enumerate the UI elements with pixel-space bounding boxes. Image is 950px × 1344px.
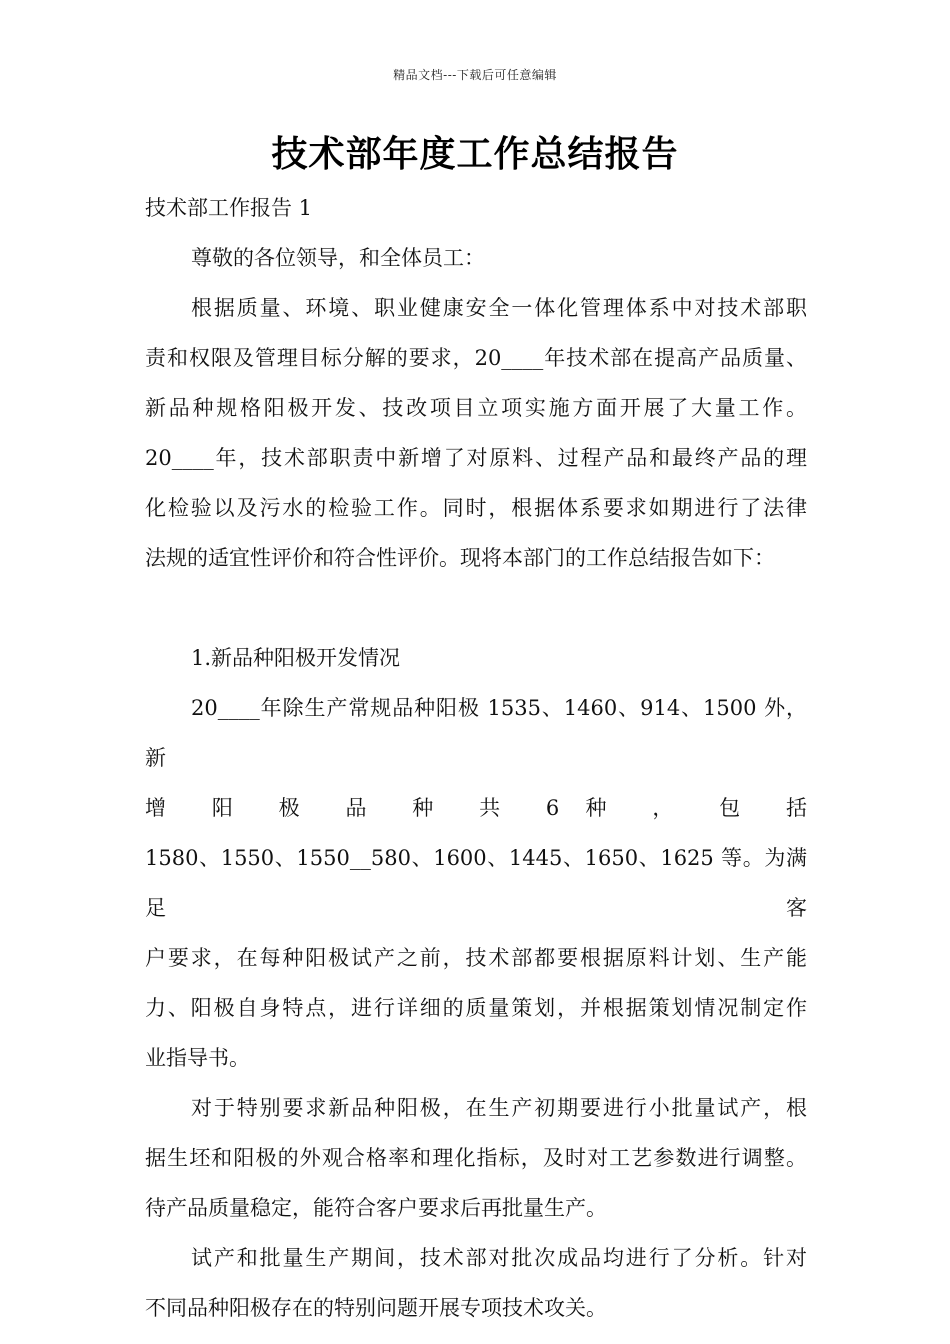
blank-line (145, 583, 807, 633)
paragraph-line: 业指导书。 (145, 1046, 250, 1070)
paragraph-line: 据生坯和阳极的外观合格率和理化指标，及时对工艺参数进行调整。 (145, 1146, 807, 1170)
intro-line: 责和权限及管理目标分解的要求，20____年技术部在提高产品质量、 (145, 346, 807, 370)
intro-line: 法规的适宜性评价和符合性评价。现将本部门的工作总结报告如下： (145, 546, 775, 570)
paragraph-line: 试产和批量生产期间，技术部对批次成品均进行了分析。针对 (191, 1246, 807, 1270)
header-note: 精品文档---下载后可任意编辑 (393, 68, 557, 82)
paragraph-line: 不同品种阳极存在的特别问题开展专项技术攻关。 (145, 1296, 607, 1320)
intro-line: 新品种规格阳极开发、技改项目立项实施方面开展了大量工作。 (145, 396, 807, 420)
paragraph-line: 力、阳极自身特点，进行详细的质量策划，并根据策划情况制定作 (145, 996, 807, 1020)
paragraph-line: 1580、1550、1550__580、1600、1445、1650、1625 等。为满足客 (145, 846, 807, 920)
intro-line: 20____年，技术部职责中新增了对原料、过程产品和最终产品的理 (145, 446, 807, 470)
paragraph-line: 20____年除生产常规品种阳极 1535、1460、914、1500 外，新 (145, 696, 807, 770)
paragraph-line: 增 阳 极 品 种 共 6 种 ， 包 括 (145, 796, 807, 820)
document-title: 技术部年度工作总结报告 (271, 134, 679, 175)
section-heading: 1.新品种阳极开发情况 (191, 646, 401, 670)
report-subheading: 技术部工作报告 1 (145, 196, 313, 220)
intro-line: 化检验以及污水的检验工作。同时，根据体系要求如期进行了法律 (145, 496, 807, 520)
paragraph-line: 待产品质量稳定，能符合客户要求后再批量生产。 (145, 1196, 607, 1220)
document-body (145, 183, 807, 1333)
paragraph-line: 户要求，在每种阳极试产之前，技术部都要根据原料计划、生产能 (145, 946, 807, 970)
greeting-line: 尊敬的各位领导，和全体员工： (191, 246, 485, 270)
paragraph-line: 对于特别要求新品种阳极，在生产初期要进行小批量试产，根 (191, 1096, 807, 1120)
intro-line: 根据质量、环境、职业健康安全一体化管理体系中对技术部职 (191, 296, 807, 320)
